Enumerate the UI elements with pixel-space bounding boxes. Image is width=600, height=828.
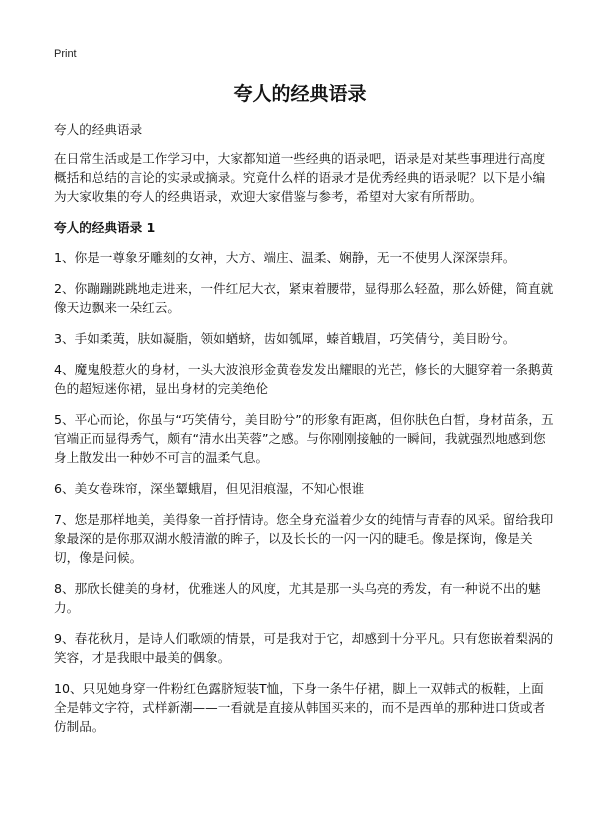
section-heading: 夸人的经典语录 1 bbox=[54, 220, 156, 235]
quote-item-7: 7、您是那样地美，美得象一首抒情诗。您全身充溢着少女的纯情与青春的风采。留给我印象最深的是你那双湖水般清澈的眸子，以及长长的一闪一闪的睫毛。像是探询，像是关切，像是问候。 bbox=[54, 512, 554, 565]
quote-item-2: 2、你蹦蹦跳跳地走进来，一件红尼大衣，紧束着腰带，显得那么轻盈，那么娇健，简直就像天边飘来一朵红云。 bbox=[54, 281, 554, 315]
quote-item-4: 4、魔鬼般惹火的身材，一头大波浪形金黄卷发发出耀眼的光芒，修长的大腿穿着一条鹅黄色的超短迷你裙，显出身材的完美绝伦 bbox=[54, 362, 554, 396]
quote-item-1: 1、你是一尊象牙雕刻的女神，大方、端庄、温柔、娴静，无一不使男人深深崇拜。 bbox=[54, 250, 516, 265]
quote-item-5: 5、平心而论，你虽与“巧笑倩兮，美目盼兮”的形象有距离，但你肤色白皙，身材苗条，五官端正而显得秀气，颇有“清水出芙蓉”之感。与你刚刚接触的一瞬间，我就强烈地感到您身上散发出一种妙不可言的温柔气息。 bbox=[54, 412, 554, 465]
quote-item-6: 6、美女卷珠帘，深坐颦蛾眉，但见泪痕湿，不知心恨谁 bbox=[54, 481, 365, 496]
quote-item-9: 9、春花秋月，是诗人们歌颂的情景，可是我对于它，却感到十分平凡。只有您嵌着梨涡的笑容，才是我眼中最美的偶象。 bbox=[54, 631, 554, 665]
intro-paragraph: 在日常生活或是工作学习中，大家都知道一些经典的语录吧，语录是对某些事理进行高度概括和总结的言论的实录或摘录。究竟什么样的语录才是优秀经典的语录呢？以下是小编为大家收集的夸人的经典语录，欢迎大家借鉴与参考，希望对大家有所帮助。 bbox=[54, 151, 546, 204]
article-body bbox=[54, 120, 554, 748]
page-title: 夸人的经典语录 bbox=[233, 83, 367, 105]
quote-item-10: 10、只见她身穿一件粉红色露脐短装T恤，下身一条牛仔裙，脚上一双韩式的板鞋，上面全是韩文字符，式样新潮——一看就是直接从韩国买来的，而不是西单的那种进口货或者仿制品。 bbox=[54, 681, 546, 734]
quote-item-3: 3、手如柔荑，肤如凝脂，领如蝤蛴，齿如瓠犀，螓首蛾眉，巧笑倩兮，美目盼兮。 bbox=[54, 331, 516, 346]
quote-item-8: 8、那欣长健美的身材，优雅迷人的风度，尤其是那一头乌亮的秀发，有一种说不出的魅力。 bbox=[54, 581, 541, 615]
article-subtitle: 夸人的经典语录 bbox=[54, 122, 143, 137]
print-label: Print bbox=[54, 48, 77, 60]
